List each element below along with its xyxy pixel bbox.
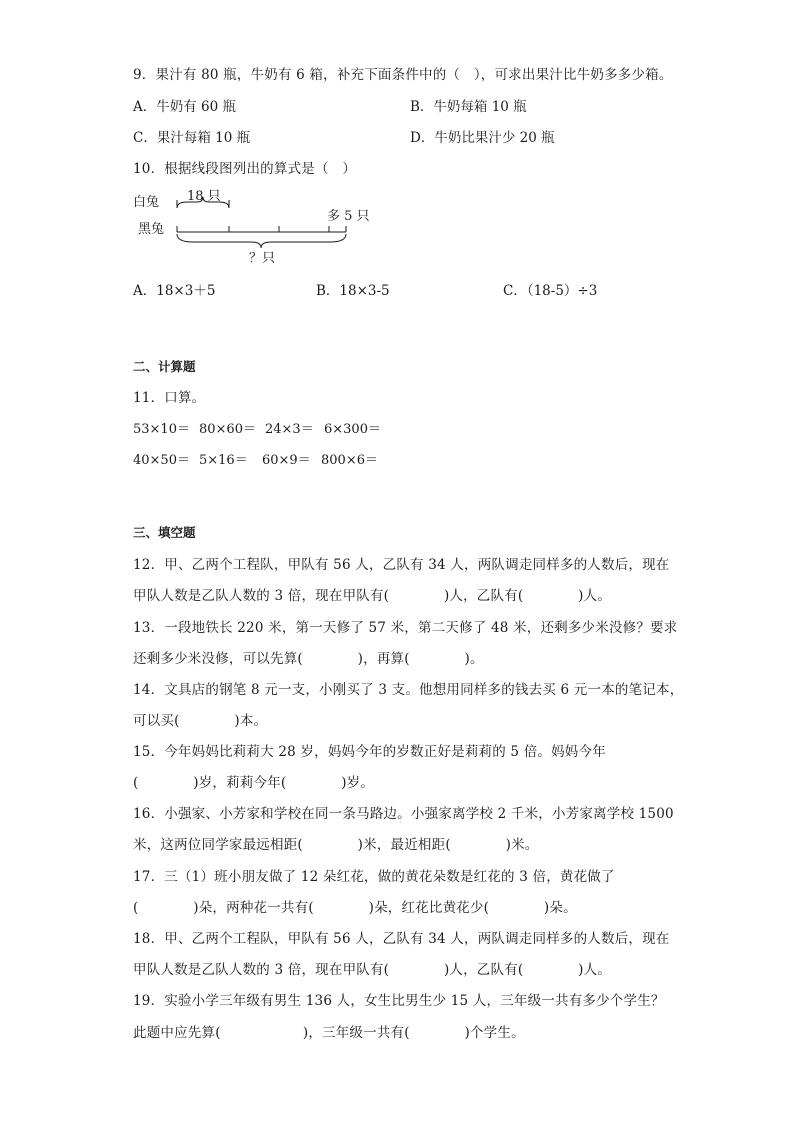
q9-stem: 9．果汁有 80 瓶，牛奶有 6 箱，补充下面条件中的（ ），可求出果汁比牛奶多多少箱。 xyxy=(133,67,673,83)
calc-item: 80×60＝ xyxy=(199,422,256,437)
q17-line-1: 17．三（1）班小朋友做了 12 朵红花，做的黄花朵数是红花的 3 倍，黄花做了 xyxy=(133,869,615,885)
q10-option-a: A．18×3＋5 xyxy=(133,283,216,299)
q15-line-1: 15．今年妈妈比莉莉大 28 岁，妈妈今年的岁数正好是莉莉的 5 倍。妈妈今年 xyxy=(133,744,606,760)
calc-item: 6×300＝ xyxy=(324,422,381,437)
q9-option-d: D．牛奶比果汁少 20 瓶 xyxy=(410,130,555,146)
calc-item: 800×6＝ xyxy=(321,453,378,468)
q19-line-2: 此题中应先算( )，三年级一共有( )个学生。 xyxy=(133,1025,525,1041)
q13-line-1: 13．一段地铁长 220 米，第一天修了 57 米，第二天修了 48 米，还剩多少米没修？要求 xyxy=(133,620,678,636)
calc-item: 60×9＝ xyxy=(262,453,311,468)
section-2-heading: 二、计算题 xyxy=(133,359,196,374)
extra-5-label: 多 5 只 xyxy=(327,209,370,224)
segment-diagram-svg xyxy=(133,186,393,266)
q10-stem: 10．根据线段图列出的算式是（ ） xyxy=(133,161,357,177)
line-segment-diagram xyxy=(133,186,393,266)
q14-line-1: 14．文具店的钢笔 8 元一支，小刚买了 3 支。他想用同样多的钱去买 6 元一本的笔记本， xyxy=(133,682,684,698)
q12-line-1: 12．甲、乙两个工程队，甲队有 56 人，乙队有 34 人，两队调走同样多的人数后，现在 xyxy=(133,557,670,573)
q16-line-1: 16．小强家、小芳家和学校在同一条马路边。小强家离学校 2 千米，小芳家离学校 1500 xyxy=(133,806,674,822)
section-3-heading: 三、填空题 xyxy=(133,525,196,540)
q13-line-2: 还剩多少米没修，可以先算( )，再算( )。 xyxy=(133,651,484,667)
calc-item: 40×50＝ xyxy=(133,453,190,468)
calc-item: 5×16＝ xyxy=(199,453,248,468)
q15-line-2: ( )岁，莉莉今年( )岁。 xyxy=(133,775,375,791)
calc-item: 24×3＝ xyxy=(265,422,314,437)
black-rabbit-segment xyxy=(177,226,346,248)
q19-line-1: 19．实验小学三年级有男生 136 人，女生比男生少 15 人，三年级一共有多少个学生？ xyxy=(133,993,665,1009)
q14-line-2: 可以买( )本。 xyxy=(133,713,268,729)
q16-line-2: 米，这两位同学家最远相距( )米，最近相距( )米。 xyxy=(133,837,539,853)
q9-option-a: A．牛奶有 60 瓶 xyxy=(133,99,237,115)
q12-line-2: 甲队人数是乙队人数的 3 倍，现在甲队有( )人，乙队有( )人。 xyxy=(133,588,612,604)
segment-18-label: 18 只 xyxy=(187,189,221,204)
total-unknown-label: ？只 xyxy=(249,251,276,266)
black-rabbit-label: 黑兔 xyxy=(138,222,165,237)
q18-line-2: 甲队人数是乙队人数的 3 倍，现在甲队有( )人，乙队有( )人。 xyxy=(133,962,612,978)
white-rabbit-label: 白兔 xyxy=(133,195,160,210)
q10-option-b: B．18×3-5 xyxy=(316,283,390,299)
q9-option-c: C．果汁每箱 10 瓶 xyxy=(133,130,251,146)
q11-stem: 11．口算。 xyxy=(133,390,206,406)
q17-line-2: ( )朵，两种花一共有( )朵，红花比黄花少( )朵。 xyxy=(133,900,577,916)
q18-line-1: 18．甲、乙两个工程队，甲队有 56 人，乙队有 34 人，两队调走同样多的人数后，现在 xyxy=(133,931,670,947)
calc-item: 53×10＝ xyxy=(133,422,190,437)
q10-option-c: C．（18-5）÷3 xyxy=(503,283,598,299)
q9-option-b: B．牛奶每箱 10 瓶 xyxy=(410,99,527,115)
